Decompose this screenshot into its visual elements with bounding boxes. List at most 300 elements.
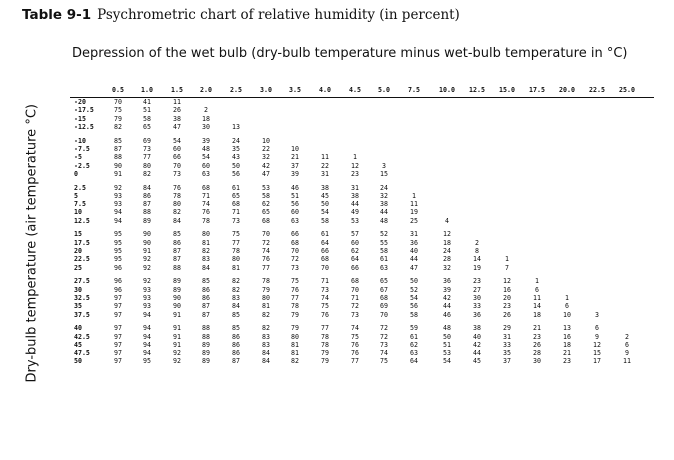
humidity-cell: 89 [202,357,210,366]
table-number: Table 9-1 [22,7,92,23]
humidity-cell: 86 [202,285,210,294]
row-label: 25 [74,263,82,272]
humidity-cell: 1 [535,277,539,286]
humidity-cell: 95 [114,230,122,239]
humidity-cell: 56 [410,302,418,311]
humidity-cell: 82 [114,122,122,131]
humidity-cell: 79 [291,310,299,319]
humidity-cell: 97 [114,357,122,366]
humidity-cell: 23 [473,277,481,286]
humidity-cell: 68 [291,238,299,247]
humidity-cell: 95 [114,247,122,255]
humidity-cell: 79 [291,324,299,333]
humidity-cell: 82 [173,208,181,217]
humidity-cell: 97 [114,332,122,341]
humidity-cell: 90 [114,161,122,170]
humidity-cell: 89 [202,349,210,358]
humidity-cell: 73 [143,144,151,153]
humidity-cell: 61 [380,255,388,264]
humidity-cell: 86 [232,332,240,341]
column-header: 2.5 [230,86,242,94]
humidity-cell: 77 [291,293,299,302]
humidity-cell: 14 [473,255,481,264]
humidity-cell: 25 [410,216,418,225]
humidity-cell: 88 [143,208,151,217]
humidity-cell: 40 [473,332,481,341]
humidity-cell: 91 [143,247,151,255]
humidity-cell: 30 [473,293,481,302]
row-label: 7.5 [74,200,86,209]
humidity-cell: 92 [114,183,122,192]
row-label: 10 [74,208,82,217]
humidity-cell: 52 [380,230,388,239]
humidity-cell: 24 [443,247,451,255]
humidity-cell: 30 [202,122,210,131]
humidity-cell: 6 [595,324,599,333]
humidity-cell: 12 [503,277,511,286]
humidity-cell: 70 [114,98,122,106]
humidity-cell: 19 [473,263,481,272]
humidity-cell: 51 [291,191,299,200]
humidity-cell: 3 [595,310,599,319]
humidity-cell: 54 [173,136,181,145]
humidity-cell: 94 [114,216,122,225]
humidity-cell: 24 [232,136,240,145]
humidity-cell: 96 [114,277,122,286]
humidity-cell: 31 [503,332,511,341]
humidity-cell: 71 [232,208,240,217]
humidity-cell: 55 [380,238,388,247]
row-label: -2.5 [74,161,90,170]
humidity-cell: 82 [143,169,151,178]
humidity-cell: 75 [380,357,388,366]
humidity-cell: 13 [563,324,571,333]
humidity-cell: 21 [291,153,299,162]
humidity-cell: 16 [563,332,571,341]
humidity-cell: 77 [232,238,240,247]
humidity-cell: 9 [625,349,629,358]
humidity-cell: 81 [291,349,299,358]
humidity-cell: 92 [173,349,181,358]
humidity-cell: 71 [351,293,359,302]
humidity-cell: 8 [475,247,479,255]
humidity-cell: 77 [351,357,359,366]
humidity-cell: 94 [143,332,151,341]
humidity-cell: 84 [232,302,240,311]
humidity-cell: 75 [114,106,122,115]
column-header: 25.0 [619,86,635,94]
humidity-cell: 68 [380,293,388,302]
column-header: 12.5 [469,86,485,94]
humidity-cell: 72 [351,302,359,311]
humidity-cell: 45 [321,191,329,200]
humidity-cell: 83 [262,340,270,349]
humidity-cell: 38 [321,183,329,192]
humidity-cell: 26 [503,310,511,319]
humidity-cell: 71 [202,191,210,200]
row-label: -12.5 [74,122,94,131]
humidity-cell: 59 [410,324,418,333]
humidity-cell: 6 [565,302,569,311]
humidity-cell: 97 [114,310,122,319]
humidity-cell: 41 [143,98,151,106]
humidity-cell: 92 [173,357,181,366]
humidity-cell: 78 [321,340,329,349]
humidity-cell: 12 [351,161,359,170]
humidity-cell: 76 [173,183,181,192]
humidity-cell: 84 [202,263,210,272]
humidity-cell: 97 [114,302,122,311]
column-header: 2.0 [200,86,212,94]
humidity-cell: 75 [321,302,329,311]
humidity-cell: 88 [202,324,210,333]
humidity-cell: 65 [143,122,151,131]
humidity-cell: 4 [445,216,449,225]
humidity-cell: 87 [232,357,240,366]
humidity-cell: 75 [291,277,299,286]
column-header: 3.5 [289,86,301,94]
row-label: 20 [74,247,82,255]
humidity-cell: 15 [380,169,388,178]
humidity-cell: 26 [533,340,541,349]
humidity-cell: 82 [262,310,270,319]
humidity-cell: 2 [625,332,629,341]
humidity-cell: 82 [232,277,240,286]
humidity-cell: 58 [321,216,329,225]
humidity-cell: 78 [291,302,299,311]
humidity-cell: 48 [380,216,388,225]
humidity-cell: 80 [232,255,240,264]
humidity-cell: 45 [473,357,481,366]
humidity-cell: 66 [173,153,181,162]
humidity-cell: 60 [291,208,299,217]
humidity-cell: 18 [202,114,210,123]
humidity-cell: 76 [351,340,359,349]
humidity-cell: 21 [533,324,541,333]
humidity-cell: 73 [321,285,329,294]
row-label: -20 [74,98,86,106]
humidity-cell: 85 [173,230,181,239]
humidity-cell: 88 [202,332,210,341]
humidity-cell: 97 [114,324,122,333]
humidity-cell: 91 [173,340,181,349]
row-label: 2.5 [74,183,86,192]
humidity-cell: 26 [173,106,181,115]
humidity-cell: 62 [351,247,359,255]
column-header: 7.5 [408,86,420,94]
humidity-cell: 46 [291,183,299,192]
humidity-cell: 18 [443,238,451,247]
humidity-cell: 93 [143,293,151,302]
humidity-cell: 1 [412,191,416,200]
humidity-cell: 23 [503,302,511,311]
humidity-cell: 38 [380,200,388,209]
row-label: -7.5 [74,144,90,153]
humidity-cell: 86 [232,340,240,349]
humidity-cell: 69 [143,136,151,145]
humidity-cell: 73 [291,263,299,272]
humidity-cell: 82 [291,357,299,366]
humidity-cell: 33 [473,302,481,311]
humidity-cell: 87 [173,247,181,255]
humidity-cell: 54 [321,208,329,217]
humidity-cell: 19 [410,208,418,217]
humidity-cell: 96 [114,263,122,272]
humidity-cell: 79 [114,114,122,123]
humidity-cell: 79 [321,357,329,366]
humidity-cell: 27 [473,285,481,294]
row-label: 40 [74,324,82,333]
humidity-cell: 2 [204,106,208,115]
humidity-cell: 76 [321,310,329,319]
humidity-cell: 90 [173,302,181,311]
humidity-cell: 47 [173,122,181,131]
humidity-cell: 95 [143,357,151,366]
humidity-cell: 30 [533,357,541,366]
humidity-cell: 68 [232,200,240,209]
humidity-cell: 48 [202,144,210,153]
humidity-cell: 15 [593,349,601,358]
humidity-cell: 78 [321,332,329,341]
humidity-cell: 50 [321,200,329,209]
humidity-cell: 85 [114,136,122,145]
humidity-cell: 70 [321,263,329,272]
humidity-cell: 82 [232,285,240,294]
humidity-cell: 76 [291,285,299,294]
humidity-cell: 84 [262,357,270,366]
humidity-cell: 36 [443,277,451,286]
humidity-cell: 81 [262,302,270,311]
humidity-cell: 66 [351,263,359,272]
humidity-cell: 31 [410,230,418,239]
humidity-cell: 70 [173,161,181,170]
row-label: 22.5 [74,255,90,264]
humidity-cell: 17 [593,357,601,366]
header-rule [70,97,654,98]
humidity-cell: 70 [380,310,388,319]
humidity-cell: 63 [202,169,210,178]
humidity-cell: 86 [232,349,240,358]
humidity-cell: 94 [114,208,122,217]
row-label: 30 [74,285,82,294]
humidity-cell: 90 [173,293,181,302]
humidity-cell: 11 [410,200,418,209]
row-label: -17.5 [74,106,94,115]
humidity-cell: 60 [351,238,359,247]
humidity-cell: 6 [625,340,629,349]
humidity-cell: 75 [232,230,240,239]
humidity-cell: 73 [380,340,388,349]
humidity-cell: 66 [321,247,329,255]
humidity-cell: 58 [380,247,388,255]
humidity-cell: 63 [380,263,388,272]
humidity-cell: 80 [202,230,210,239]
humidity-cell: 87 [173,255,181,264]
row-label: 45 [74,340,82,349]
humidity-cell: 77 [143,153,151,162]
humidity-cell: 82 [262,324,270,333]
humidity-cell: 2 [475,238,479,247]
humidity-cell: 46 [443,310,451,319]
humidity-cell: 54 [443,357,451,366]
humidity-cell: 85 [232,324,240,333]
row-label: 27.5 [74,277,90,286]
humidity-cell: 49 [351,208,359,217]
humidity-cell: 54 [202,153,210,162]
humidity-cell: 62 [410,340,418,349]
humidity-cell: 47 [410,263,418,272]
humidity-cell: 36 [473,310,481,319]
column-header: 0.5 [112,86,124,94]
humidity-cell: 73 [351,310,359,319]
row-label: 15 [74,230,82,239]
row-label: 50 [74,357,82,366]
humidity-cell: 10 [262,136,270,145]
humidity-cell: 74 [321,293,329,302]
humidity-cell: 77 [262,263,270,272]
humidity-cell: 60 [173,144,181,153]
humidity-cell: 63 [410,349,418,358]
humidity-cell: 44 [473,349,481,358]
humidity-cell: 80 [262,293,270,302]
humidity-cell: 12 [443,230,451,239]
humidity-cell: 60 [202,161,210,170]
humidity-cell: 68 [202,183,210,192]
humidity-cell: 89 [173,277,181,286]
humidity-cell: 93 [114,191,122,200]
humidity-cell: 72 [380,324,388,333]
humidity-cell: 97 [114,293,122,302]
humidity-cell: 91 [173,324,181,333]
humidity-cell: 58 [143,114,151,123]
humidity-cell: 53 [443,349,451,358]
humidity-cell: 65 [262,208,270,217]
humidity-cell: 76 [262,255,270,264]
humidity-cell: 84 [143,183,151,192]
humidity-cell: 89 [173,285,181,294]
humidity-cell: 6 [535,285,539,294]
humidity-cell: 63 [291,216,299,225]
humidity-cell: 50 [443,332,451,341]
row-label: 42.5 [74,332,90,341]
humidity-cell: 80 [143,161,151,170]
humidity-cell: 14 [533,302,541,311]
humidity-cell: 91 [173,332,181,341]
humidity-cell: 93 [143,285,151,294]
humidity-cell: 87 [202,310,210,319]
humidity-cell: 51 [143,106,151,115]
humidity-cell: 50 [410,277,418,286]
humidity-cell: 58 [262,191,270,200]
humidity-cell: 76 [351,349,359,358]
humidity-cell: 78 [262,277,270,286]
humidity-cell: 90 [143,230,151,239]
humidity-cell: 86 [173,238,181,247]
humidity-cell: 18 [563,340,571,349]
humidity-cell: 54 [410,293,418,302]
humidity-cell: 16 [503,285,511,294]
humidity-cell: 78 [232,247,240,255]
humidity-cell: 93 [114,200,122,209]
column-header: 4.0 [319,86,331,94]
humidity-cell: 7 [505,263,509,272]
humidity-cell: 61 [232,183,240,192]
humidity-cell: 88 [114,153,122,162]
humidity-cell: 1 [565,293,569,302]
humidity-cell: 44 [443,302,451,311]
humidity-cell: 32 [443,263,451,272]
humidity-cell: 11 [623,357,631,366]
humidity-cell: 53 [351,216,359,225]
humidity-cell: 95 [114,255,122,264]
humidity-cell: 44 [351,200,359,209]
humidity-cell: 29 [503,324,511,333]
row-label: 32.5 [74,293,90,302]
humidity-cell: 68 [321,255,329,264]
humidity-cell: 51 [443,340,451,349]
humidity-cell: 38 [473,324,481,333]
humidity-cell: 42 [443,293,451,302]
column-header: 1.5 [171,86,183,94]
humidity-cell: 79 [321,349,329,358]
humidity-cell: 58 [410,310,418,319]
humidity-cell: 87 [143,200,151,209]
humidity-cell: 56 [232,169,240,178]
humidity-cell: 53 [262,183,270,192]
humidity-cell: 78 [202,216,210,225]
humidity-cell: 92 [143,255,151,264]
humidity-cell: 86 [143,191,151,200]
column-axis-title: Depression of the wet bulb (dry-bulb temperature minus wet-bulb temperature in °C) [72,46,628,61]
humidity-cell: 70 [291,247,299,255]
humidity-cell: 18 [533,310,541,319]
humidity-cell: 35 [503,349,511,358]
humidity-cell: 50 [232,161,240,170]
humidity-cell: 28 [443,255,451,264]
humidity-cell: 21 [563,349,571,358]
humidity-cell: 31 [351,183,359,192]
row-label: 37.5 [74,310,90,319]
humidity-cell: 20 [503,293,511,302]
humidity-cell: 31 [321,169,329,178]
row-label: -15 [74,114,86,123]
row-label: 47.5 [74,349,90,358]
humidity-cell: 44 [380,208,388,217]
humidity-cell: 24 [380,183,388,192]
humidity-cell: 76 [202,208,210,217]
humidity-cell: 43 [232,153,240,162]
humidity-cell: 73 [173,169,181,178]
humidity-cell: 39 [443,285,451,294]
humidity-cell: 39 [202,136,210,145]
humidity-cell: 23 [351,169,359,178]
humidity-cell: 88 [173,263,181,272]
humidity-cell: 62 [262,200,270,209]
humidity-cell: 91 [173,310,181,319]
humidity-cell: 11 [321,153,329,162]
humidity-cell: 74 [262,247,270,255]
humidity-cell: 81 [291,340,299,349]
humidity-cell: 72 [262,238,270,247]
column-header: 22.5 [589,86,605,94]
humidity-cell: 87 [114,144,122,153]
humidity-cell: 90 [143,238,151,247]
humidity-cell: 73 [232,216,240,225]
humidity-cell: 97 [114,340,122,349]
humidity-cell: 57 [351,230,359,239]
column-header: 3.0 [260,86,272,94]
humidity-cell: 32 [262,153,270,162]
